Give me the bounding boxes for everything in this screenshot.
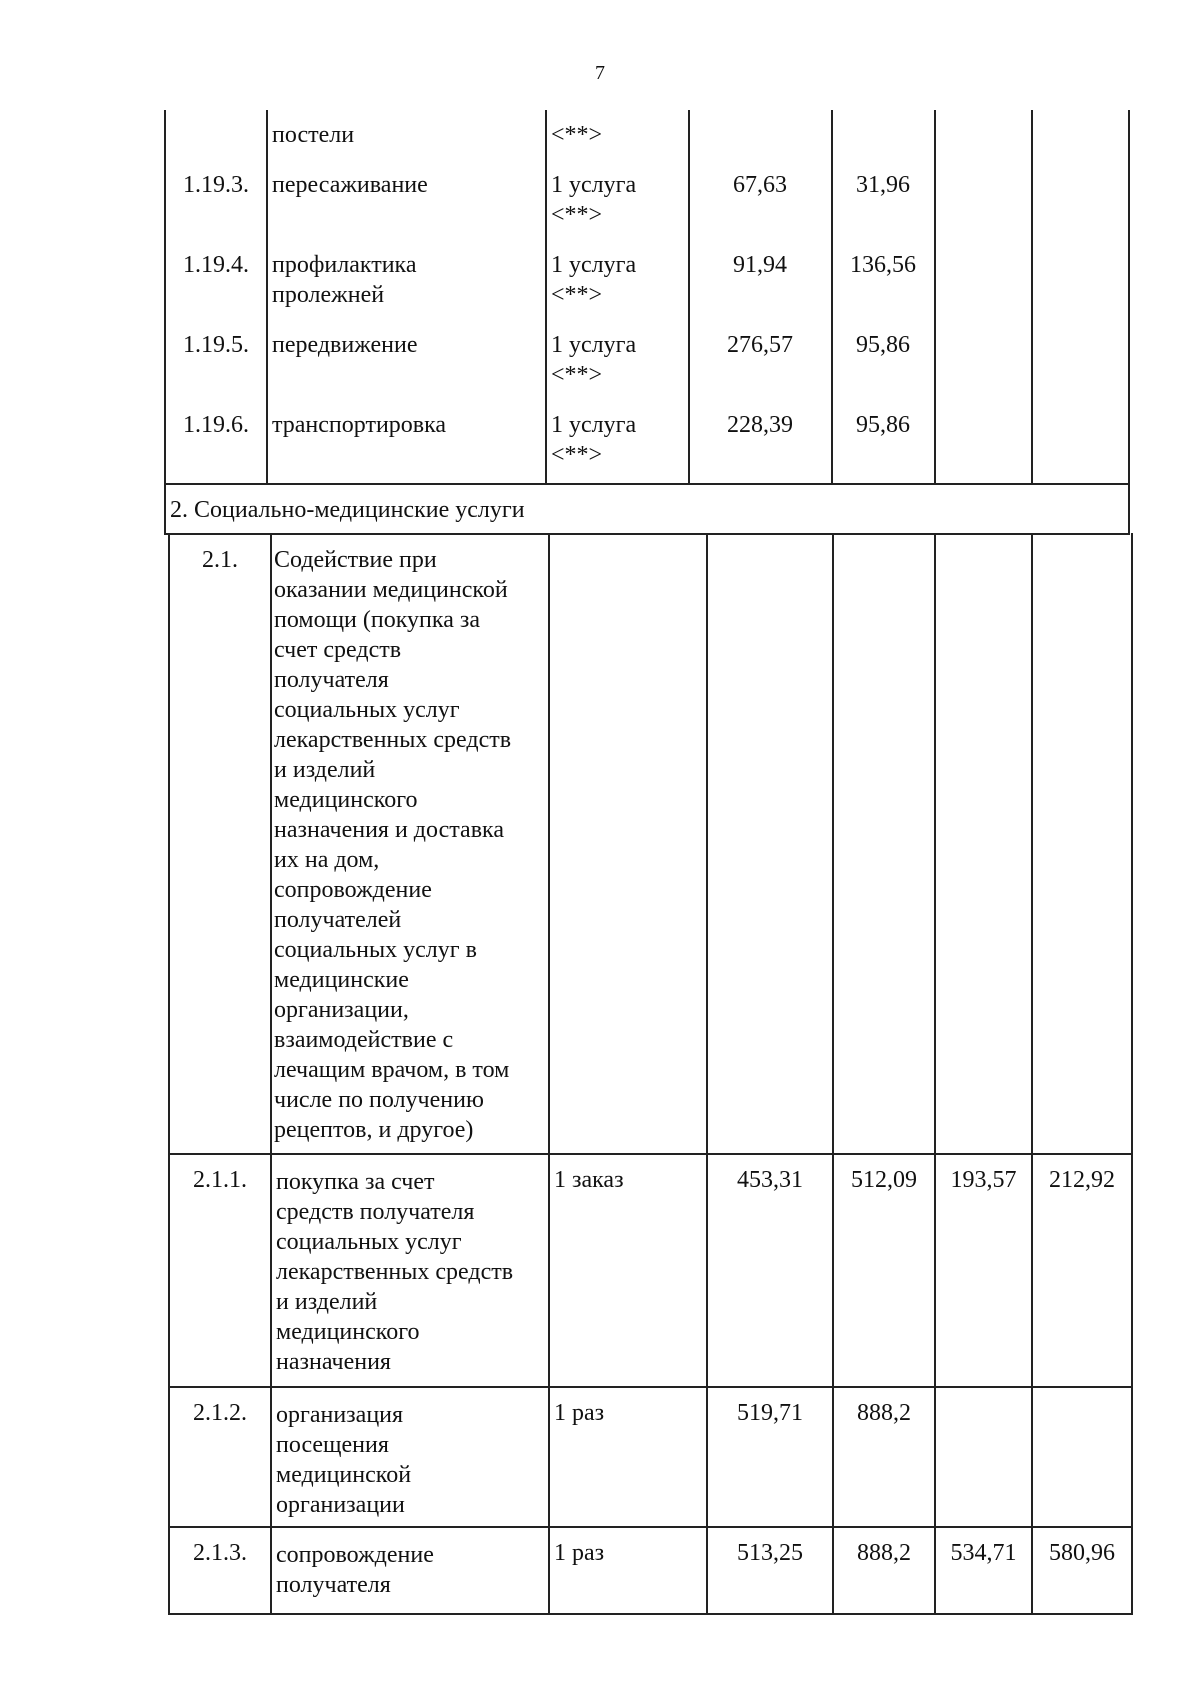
tariff-value: 888,2 — [857, 1400, 911, 1426]
tariff-value: 91,94 — [733, 252, 787, 278]
row-number: 1.19.3. — [183, 172, 249, 198]
table-border — [832, 533, 834, 1615]
table-border — [164, 483, 1130, 485]
service-unit: <**> — [551, 122, 603, 148]
table-border — [1131, 533, 1133, 1615]
tariff-value: 534,71 — [950, 1540, 1017, 1566]
table-border — [1031, 110, 1033, 485]
section-title: 2. Социально-медицинские услуги — [170, 497, 525, 523]
tariff-value: 512,09 — [851, 1167, 917, 1193]
table-border — [168, 533, 170, 1615]
tariff-value: 67,63 — [733, 172, 787, 198]
table-border — [1031, 533, 1033, 1615]
table-border — [168, 1526, 1133, 1528]
tariff-value: 136,56 — [850, 252, 916, 278]
table-border — [1128, 110, 1130, 485]
table-border — [168, 1613, 1133, 1615]
row-number: 2.1.1. — [193, 1167, 247, 1193]
table-border — [164, 483, 166, 535]
service-unit: 1 услуга <**> — [551, 172, 637, 228]
tariff-value: 276,57 — [727, 332, 793, 358]
service-unit: 1 раз — [554, 1400, 605, 1426]
service-name: сопровождение получателя — [276, 1542, 434, 1598]
table-border — [545, 110, 547, 485]
service-name: профилактика пролежней — [272, 252, 417, 308]
service-name: транспортировка — [272, 412, 447, 438]
tariff-value: 888,2 — [857, 1540, 911, 1566]
service-name: передвижение — [272, 332, 418, 358]
service-unit: 1 услуга <**> — [551, 412, 637, 468]
tariff-value: 519,71 — [737, 1400, 803, 1426]
table-border — [270, 533, 272, 1615]
table-border — [934, 110, 936, 485]
table-border — [706, 533, 708, 1615]
tariff-value: 228,39 — [727, 412, 793, 438]
table-border — [168, 1153, 1133, 1155]
tariff-value: 580,96 — [1049, 1540, 1115, 1566]
service-name: Содействие при оказании медицинской помощи (покупка за счет средств получателя социальных услуг лекарственных средств и изделий медицинского назначения и доставка их на дом, сопровождение получателей социальных услуг в медицинские организации, взаимодействие с лечащим врачом, в том числе по получению рецептов, и другое) — [274, 547, 512, 1143]
table-border — [168, 1386, 1133, 1388]
table-border — [1128, 483, 1130, 535]
service-unit: 1 услуга <**> — [551, 252, 637, 308]
row-number: 2.1.2. — [193, 1400, 247, 1426]
service-name: пересаживание — [272, 172, 428, 198]
row-number: 2.1. — [202, 547, 238, 573]
row-number: 1.19.4. — [183, 252, 249, 278]
service-name: покупка за счет средств получателя социальных услуг лекарственных средств и изделий медицинского назначения — [276, 1169, 514, 1375]
tariff-value: 453,31 — [737, 1167, 803, 1193]
row-number: 2.1.3. — [193, 1540, 247, 1566]
page-number: 7 — [595, 62, 605, 84]
table-border — [548, 533, 550, 1615]
table-border — [164, 533, 1130, 535]
tariff-value: 193,57 — [950, 1167, 1017, 1193]
service-unit: 1 заказ — [554, 1167, 624, 1193]
tariff-value: 95,86 — [856, 412, 910, 438]
service-name: организация посещения медицинской организации — [276, 1402, 412, 1518]
row-number: 1.19.5. — [183, 332, 249, 358]
table-border — [266, 110, 268, 485]
tariff-value: 95,86 — [856, 332, 910, 358]
service-unit: 1 услуга <**> — [551, 332, 637, 388]
row-number: 1.19.6. — [183, 412, 249, 438]
table-border — [934, 533, 936, 1615]
tariff-value: 212,92 — [1049, 1167, 1115, 1193]
service-name: постели — [272, 122, 355, 148]
tariff-value: 513,25 — [737, 1540, 803, 1566]
service-unit: 1 раз — [554, 1540, 605, 1566]
tariff-value: 31,96 — [856, 172, 910, 198]
